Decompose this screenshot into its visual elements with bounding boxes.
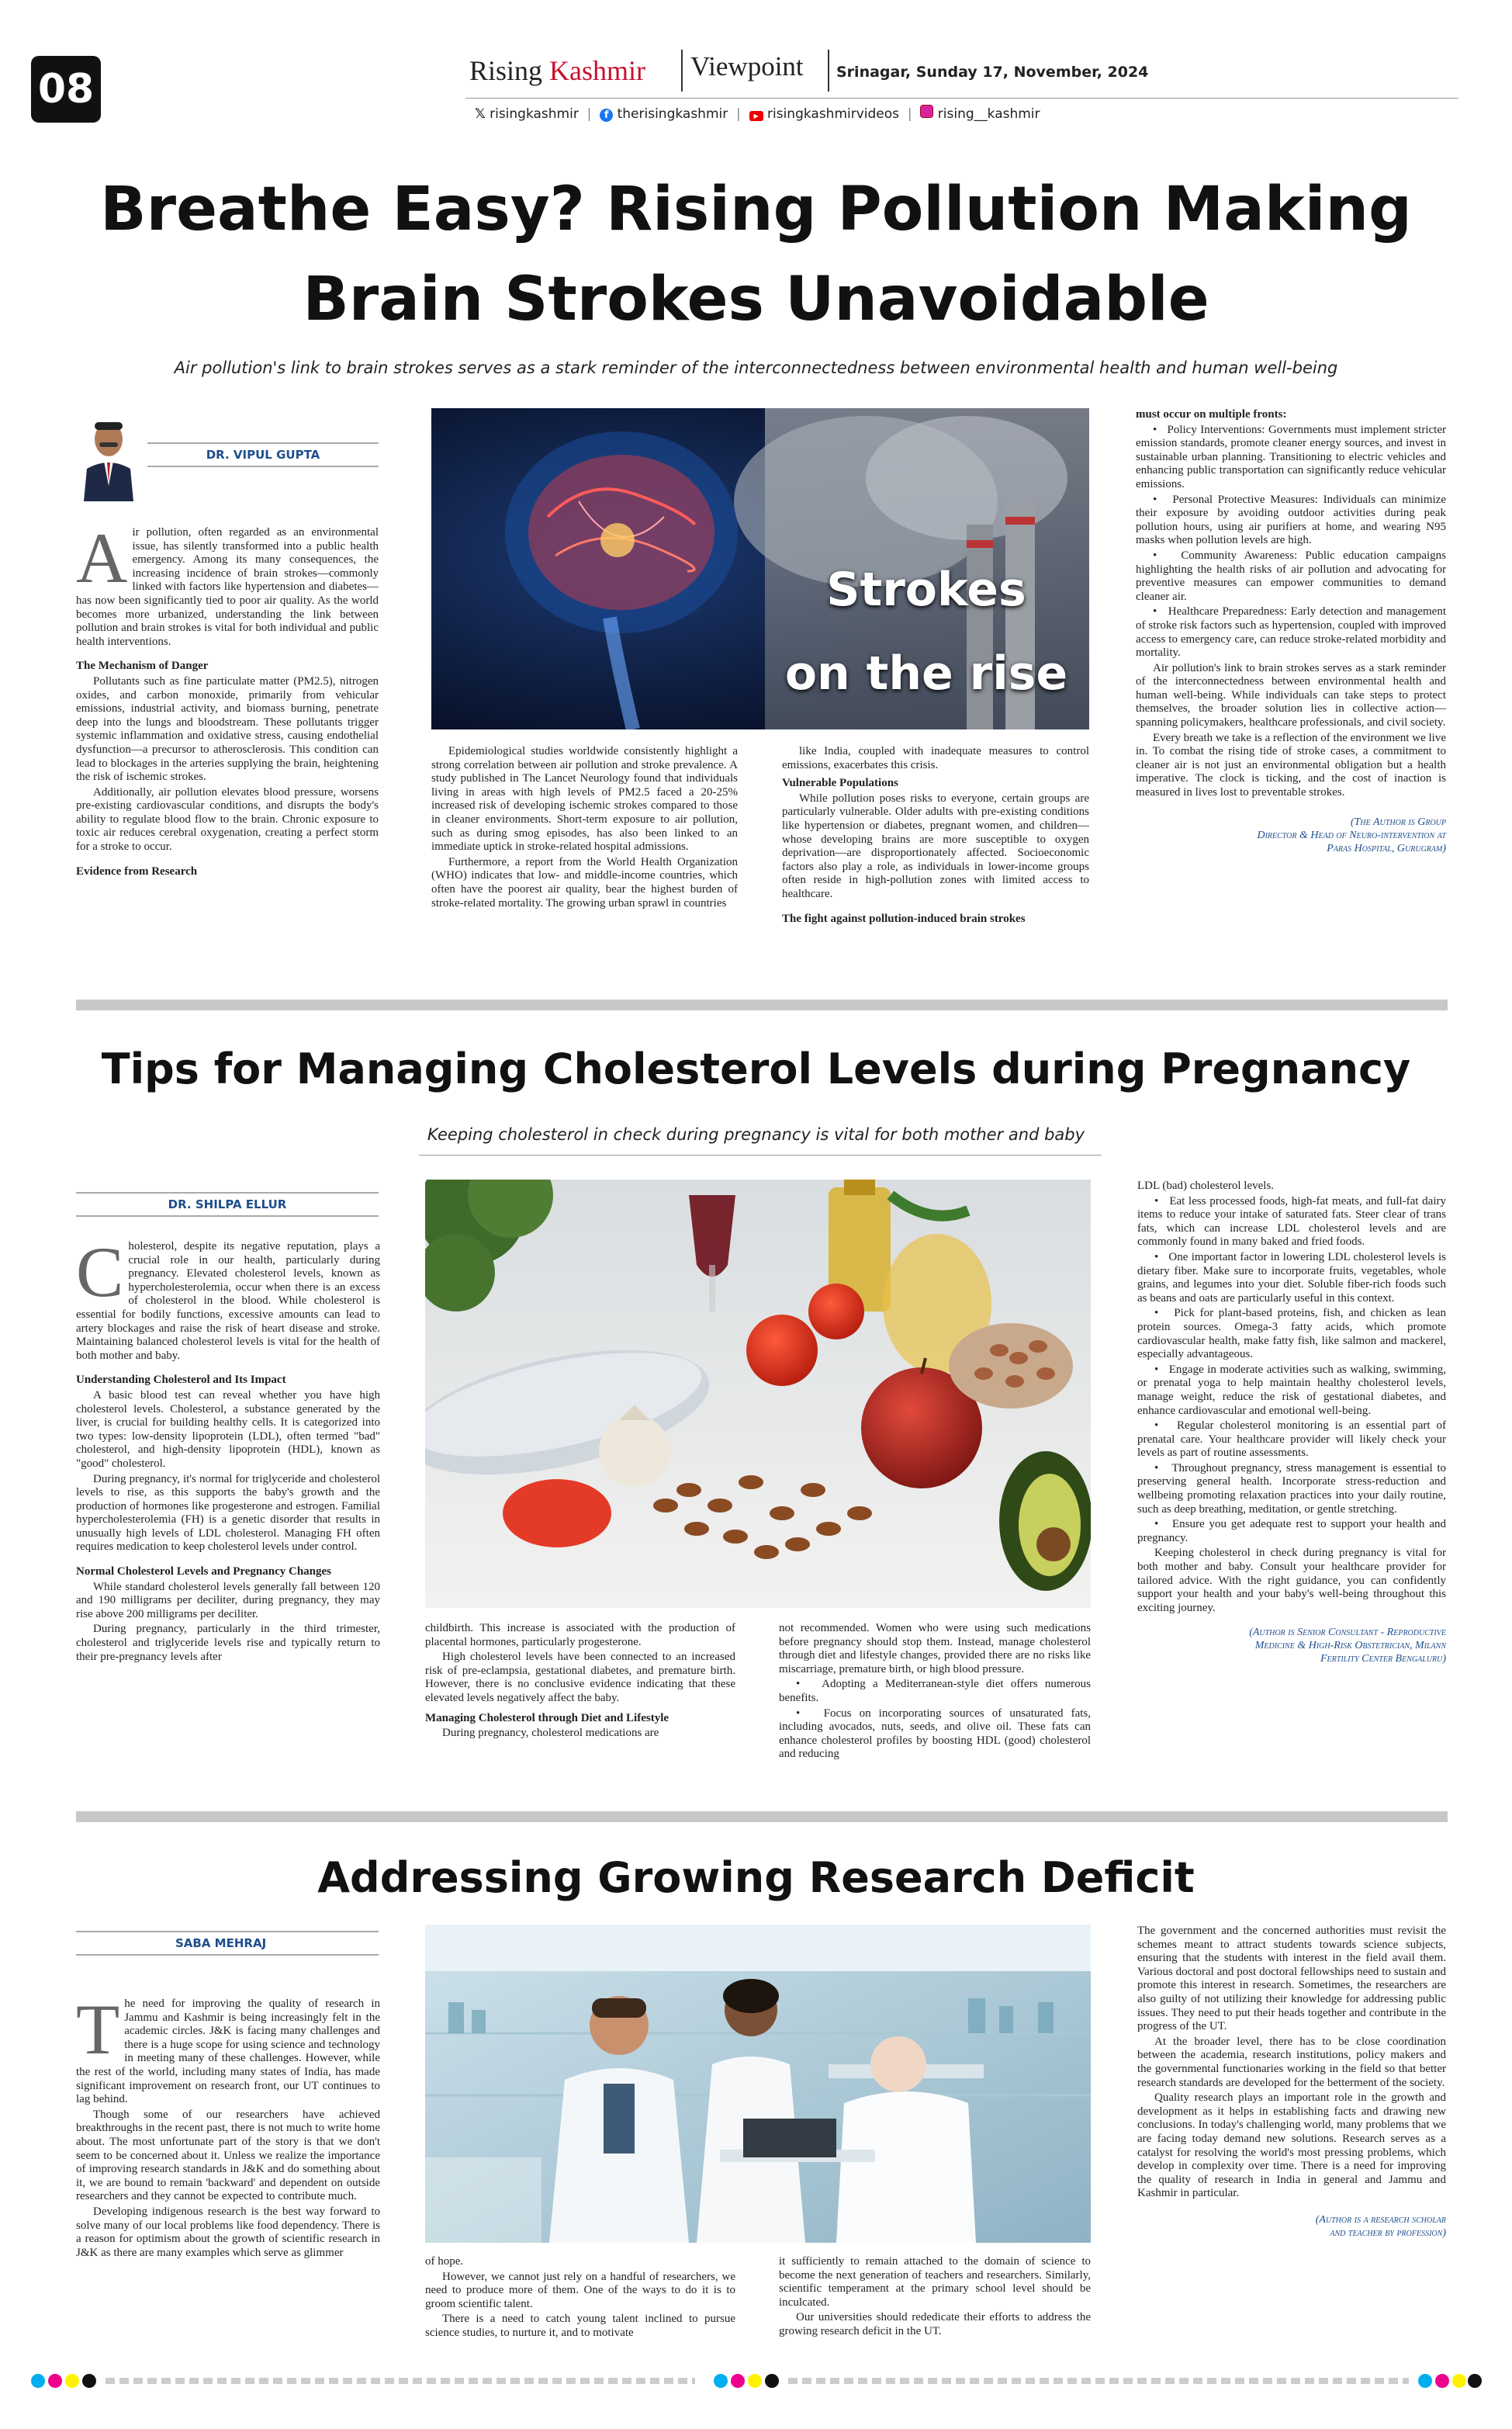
article2-paragraph: During pregnancy, cholesterol medications are <box>442 1727 659 1740</box>
article1-paragraph: Furthermore, a report from the World Health Organization (WHO) indicates that low- and middle-income countries, which often have the poorest air quality, bear the highest burden of stroke-related mortality. The growing urban sprawl in countries <box>431 855 738 910</box>
article3-column-4 <box>1137 1925 1446 2240</box>
social-handle-youtube[interactable]: risingkashmirvideos <box>767 106 900 122</box>
article3-column-1 <box>76 1990 380 2261</box>
article1-intro: ir pollution, often regarded as an environmental issue, has silently transformed into a public health emergency. Among its many consequences, the increasing incidence of brain strokes—commonly linked with factors like hypertension and diabetes—has now been significantly tied to poor air quality. As the world becomes more urbanized, understanding the link between pollution and brain strokes is vital for both individual and public health interventions. <box>76 526 379 648</box>
article1-subhead-fight: The fight against pollution-induced brain strokes <box>782 912 1026 925</box>
article3-column-3 <box>779 2255 1091 2341</box>
article3-paragraph: Our universities should rededicate their efforts to address the growing research deficit in the UT. <box>779 2311 1091 2337</box>
bullet-item: • Throughout pregnancy, stress management is essential to preserving general health. Incorporate stress-reduction and wellbeing promoting relaxation practices into your daily routine, such as deep breathing, meditation, or gentle stretching. <box>1137 1461 1446 1516</box>
deck-rule <box>419 1155 1102 1156</box>
article2-byline: DR. SHILPA ELLUR <box>76 1192 379 1217</box>
masthead-brand <box>469 54 645 87</box>
registration-dot <box>31 2374 45 2388</box>
brand-rising: Rising <box>469 55 543 86</box>
registration-dot <box>82 2374 96 2388</box>
facebook-icon[interactable]: f <box>600 109 613 122</box>
section-separator <box>76 1811 1448 1822</box>
registration-dot <box>1452 2374 1466 2388</box>
article3-author-credit: (Author is a research scholar and teacher by profession) <box>1315 2213 1446 2239</box>
bullet-item: • Eat less processed foods, high-fat meats, and full-fat dairy items to reduce your intake of saturated fats. Steer clear of trans fats, which can increase LDL cholesterol levels and are commonly found in many baked and fried foods. <box>1137 1194 1446 1249</box>
author-photo-vipul <box>78 408 140 501</box>
dropcap: C <box>76 1232 124 1312</box>
article3-paragraph: Quality research plays an important role in the growth and development as it helps in establishing facts and drawing new conclusions. In today's challenging world, many problems that we are facing today demand new solutions. Research serves as a catalyst for resolving the world's most pressing problems, which develop in complexity over time. There is a need for improving the quality of research in India in general and Jammu and Kashmir in particular. <box>1137 2091 1446 2200</box>
article3-paragraph: At the broader level, there has to be close coordination between the academia, research institutions, policy makers and the governmental functionaries working in the field so that better research standards are developed for the betterment of the society. <box>1137 2035 1446 2089</box>
page-number-box: 08 <box>31 56 101 123</box>
masthead-divider <box>681 50 683 92</box>
article2-paragraph: A basic blood test can reveal whether you have high cholesterol levels. Cholesterol, a substance generated by the liver, is crucial for building healthy cells. It is categorized into two types: low-density lipoprotein (LDL), often termed "bad" cholesterol, and high-density lipoprotein (HDL), known as "good" cholesterol. <box>76 1388 380 1470</box>
researchers-lab-image <box>425 1925 1091 2243</box>
article2-intro: holesterol, despite its negative reputation, plays a crucial role in our health, particularly during pregnancy. Elevated cholesterol levels, known as hypercholesterolemia, occur when there is an excess of cholesterol in the blood. While cholesterol is essential for bodily functions, excessive amounts can lead to artery blockages and raise the risk of heart disease and stroke. Maintaining balanced cholesterol levels is vital for the health of both mother and baby. <box>76 1240 380 1362</box>
article2-paragraph: not recommended. Women who were using such medications before pregnancy should stop them. Instead, manage cholesterol through diet and lifestyle changes, provided there are no risks like miscarriage, premature birth, or high blood pressure. <box>779 1622 1091 1675</box>
article1-subhead-mechanism: The Mechanism of Danger <box>76 660 209 673</box>
article1-paragraph: Air pollution's link to brain strokes serves as a stark reminder of the interconnectedness between environmental health and human well-being. While individuals can take steps to protect themselves, the broader solution lies in collective action—spanning policymakers, healthcare professionals, and civil society. <box>1136 661 1446 729</box>
instagram-icon[interactable] <box>920 105 933 118</box>
bullet-item: • Ensure you get adequate rest to support your health and pregnancy. <box>1137 1518 1446 1544</box>
article2-paragraph: childbirth. This increase is associated with the production of placental hormones, particularly progesterone. <box>425 1622 735 1648</box>
bullet-item: • Engage in moderate activities such as walking, swimming, or prenatal yoga to help maintain healthy cholesterol levels, manage weight, reduce the risk of gestational diabetes, and enhance cardiovascular and emotional well-being. <box>1137 1363 1446 1417</box>
article2-paragraph: During pregnancy, particularly in the third trimester, cholesterol and triglyceride levels rise and typically return to their pre-pregnancy levels after <box>76 1623 380 1663</box>
article1-column-2 <box>431 745 738 912</box>
dropcap: A <box>76 518 128 598</box>
registration-dot <box>714 2374 728 2388</box>
section-label: Viewpoint <box>690 51 804 81</box>
bullet-item: • Pick for plant-based proteins, fish, and chicken as lean protein sources. Omega-3 fatty acids, which promote cardiovascular health, make fatty fish, like salmon and mackerel, especially advantageous. <box>1137 1307 1446 1361</box>
registration-dot <box>1418 2374 1432 2388</box>
article1-headline-line1: Breathe Easy? Rising Pollution Making <box>100 175 1412 244</box>
article2-column-3 <box>779 1622 1091 1763</box>
article1-deck: Air pollution's link to brain strokes serves as a stark reminder of the interconnectedness between environmental health and human well-being <box>174 359 1338 377</box>
registration-gray-bar <box>788 2378 1409 2384</box>
bullet-item: • Policy Interventions: Governments must implement stricter emission standards, promote cleaner energy sources, and invest in sustainable urban planning. Transitioning to electric vehicles and enhancing public transportation can significantly reduce vehicular emissions. <box>1136 423 1446 490</box>
article2-paragraph: High cholesterol levels have been connected to an increased risk of pre-eclampsia, gestational diabetes, and premature birth. However, there is no conclusive evidence indicating that these elevated levels negatively affect the baby. <box>425 1651 735 1704</box>
article3-paragraph: The government and the concerned authorities must revisit the schemes meant to attract students towards science subjects, ensuring that the students with interest in the field avail them. Various doctoral and post doctoral fellowships need to sustain and promote this interest in research. Sometimes, the researchers are also guilty of not utilizing their knowledge for addressing public issues. They need to put their heads together and contribute in the progress of the UT. <box>1137 1925 1446 2033</box>
registration-dot <box>731 2374 745 2388</box>
overlay-line2: on the rise <box>784 646 1068 701</box>
article2-column-1 <box>76 1232 380 1665</box>
article1-headline-line2: Brain Strokes Unavoidable <box>303 265 1209 334</box>
section-divider <box>828 50 829 92</box>
social-handle-facebook[interactable]: therisingkashmir <box>617 106 728 122</box>
registration-dot <box>765 2374 779 2388</box>
article1-paragraph: Every breath we take is a reflection of the environment we live in. To combat the rising tide of stroke cases, a commitment to cleaner air is not just an environmental obligation but a health imperative. The clock is ticking, and the cost of inaction is measured in lives lost to preventable strokes. <box>1136 731 1446 799</box>
masthead-rule <box>465 98 1458 99</box>
dateline: Srinagar, Sunday 17, November, 2024 <box>836 64 1149 81</box>
bullet-item: • Healthcare Preparedness: Early detection and management of stroke risk factors such as hypertension, coupled with improved access to emergency care, can reduce stroke-related morbidity and mortality. <box>1136 605 1446 660</box>
section-separator <box>76 1000 1448 1010</box>
article2-paragraph: During pregnancy, it's normal for triglyceride and cholesterol levels to rise, as this supports the baby's growth and the production of hormones like progesterone and estrogen. Familial hypercholesterolemia (FH) is a genetic disorder that results in unusually high levels of LDL cholesterol. Managing FH often requires medication to keep cholesterol levels under control. <box>76 1472 380 1554</box>
registration-gray-bar <box>106 2378 695 2384</box>
article3-paragraph: Though some of our researchers have achieved breakthroughs in the recent past, there is not much to write home about. The most unfortunate part of the story is that we don't seem to be concerned about it. Unless we realize the importance of improving research standards in J&K and do something about it, we are bound to remain 'backward' and dependent on outside researchers and they cannot be expected to contribute much. <box>76 2108 380 2203</box>
article1-paragraph: Pollutants such as fine particulate matter (PM2.5), nitrogen oxides, and carbon monoxide, primarily from vehicular emissions, industrial activity, and biomass burning, penetrate deep into the lungs and bloodstream. These pollutants trigger systemic inflammation and oxidative stress, causing endothelial dysfunction—a precursor to atherosclerosis. This condition can lead to blockages in the arteries supplying the brain, heightening the risk of ischemic strokes. <box>76 674 379 784</box>
article3-paragraph: There is a need to catch young talent inclined to pursue science studies, to nurture it, and to motivate <box>425 2313 735 2339</box>
article1-col4-lead: must occur on multiple fronts: <box>1136 408 1287 421</box>
bullet-item: • Regular cholesterol monitoring is an essential part of prenatal care. Your healthcare provider will likely check your levels as part of routine assessments. <box>1137 1419 1446 1460</box>
article2-subhead-managing: Managing Cholesterol through Diet and Lifestyle <box>425 1711 670 1724</box>
article1-byline: DR. VIPUL GUPTA <box>147 442 379 467</box>
bullet-item: • Community Awareness: Public education campaigns highlighting the health risks of air pollution and advocating for preventive measures can empower communities to demand cleaner air. <box>1136 549 1446 603</box>
print-registration-strip <box>31 2372 1482 2390</box>
healthy-food-image <box>425 1180 1091 1608</box>
article3-byline: SABA MEHRAJ <box>76 1931 379 1956</box>
article3-column-2 <box>425 2255 735 2342</box>
bullet-item: • Adopting a Mediterranean-style diet offers numerous benefits. <box>779 1678 1091 1704</box>
article1-paragraph: Additionally, air pollution elevates blood pressure, worsens pre-existing cardiovascular conditions, and disrupts the body's ability to regulate blood flow to the brain. Chronic exposure to toxic air reduces cerebral oxygenation, creating a perfect storm for a stroke to occur. <box>76 785 379 854</box>
brain-stroke-pollution-image <box>431 408 1089 729</box>
bullet-item: • One important factor in lowering LDL cholesterol levels is dietary fiber. Make sure to incorporate fruits, vegetables, whole grains, and legumes into your diet. Soluble fiber-rich foods such as beans and oats are particularly useful in this context. <box>1137 1250 1446 1305</box>
overlay-line1: Strokes <box>826 563 1026 617</box>
article2-deck: Keeping cholesterol in check during pregnancy is vital for both mother and baby <box>427 1125 1085 1144</box>
article3-intro: he need for improving the quality of research in Jammu and Kashmir is being increasingly felt in the academic circles. J&K is facing many challenges and there is a huge scope for using science and technology in meeting many of these challenges. However, while the rest of the world, including many states of India, has made significant improvement on research front, our UT continues to lag behind. <box>76 1998 380 2106</box>
youtube-icon[interactable]: ▶ <box>749 111 763 121</box>
registration-dot <box>1468 2374 1482 2388</box>
registration-dot <box>748 2374 762 2388</box>
article2-author-credit: (Author is Senior Consultant - Reproductive Medicine & High-Risk Obstetrician, Milann Fertility Center Bengaluru) <box>1249 1627 1446 1665</box>
article2-paragraph: Keeping cholesterol in check during pregnancy is vital for both mother and baby. Consult your healthcare provider for tailored advice. With the right guidance, you can confidently support your health and your baby's well-being throughout this exciting journey. <box>1137 1547 1446 1614</box>
bullet-item: • Personal Protective Measures: Individuals can minimize their exposure by avoiding outdoor activities during peak pollution hours, using air purifiers at home, and wearing N95 masks when pollution levels are high. <box>1136 493 1446 547</box>
image-overlay-text <box>779 548 1074 716</box>
article2-subhead-normal-levels: Normal Cholesterol Levels and Pregnancy Changes <box>76 1565 332 1578</box>
article2-column-2 <box>425 1622 735 1742</box>
article1-author-credit: (The Author is Group Director & Head of Neuro-intervention at Paras Hospital, Gurugram) <box>1257 816 1446 854</box>
article1-paragraph: Epidemiological studies worldwide consistently highlight a strong correlation between air pollution and stroke prevalence. A study published in The Lancet Neurology found that individuals living in areas with high levels of PM2.5 faced a 20-25% increased risk of developing ischemic strokes compared to those in cleaner environments. Short-term exposure to air pollution, such as during smog episodes, has also been linked to an immediate uptick in stroke-related hospital admissions. <box>431 745 738 854</box>
bullet-item: • Focus on incorporating sources of unsaturated fats, including avocados, nuts, seeds, and olive oil. These fats can enhance cholesterol profiles by boosting HDL (good) cholesterol and reducing <box>779 1707 1091 1761</box>
social-handle-instagram[interactable]: rising__kashmir <box>937 106 1040 122</box>
article3-paragraph: of hope. <box>425 2255 464 2268</box>
article3-paragraph: Developing indigenous research is the best way forward to solve many of our local problems like food dependency. There is a reason for optimism about the growth of scientific research in J&K as there are many examples which serve as glimmer <box>76 2205 380 2259</box>
article1-column-4 <box>1136 408 1446 855</box>
article3-headline: Addressing Growing Research Deficit <box>317 1853 1195 1902</box>
article1-column-1 <box>76 518 379 880</box>
article1-headline <box>0 165 1512 345</box>
registration-dot <box>1435 2374 1449 2388</box>
article2-paragraph: While standard cholesterol levels generally fall between 120 and 190 milligrams per deciliter, during pregnancy, they may rise above 200 milligrams per deciliter. <box>76 1580 380 1620</box>
registration-dot <box>65 2374 79 2388</box>
article2-headline: Tips for Managing Cholesterol Levels during Pregnancy <box>101 1045 1411 1093</box>
article3-paragraph: However, we cannot just rely on a handful of researchers, we need to produce more of them. One of the ways to do it is to groom scientific talent. <box>425 2270 735 2310</box>
article1-subhead-evidence: Evidence from Research <box>76 865 198 878</box>
article1-paragraph: like India, coupled with inadequate measures to control emissions, exacerbates this crisis. <box>782 745 1089 771</box>
article1-paragraph: While pollution poses risks to everyone, certain groups are particularly vulnerable. Older adults with pre-existing conditions like hypertension or diabetes, pregnant women, and children—whose developing brains are more susceptible to oxygen deprivation—are disproportionately affected. Socioeconomic factors also play a role, as individuals in lower-income groups often reside in high-pollution zones with limited access to healthcare. <box>782 792 1089 900</box>
dropcap: T <box>76 1990 120 2069</box>
article2-subhead-understanding: Understanding Cholesterol and Its Impact <box>76 1374 286 1387</box>
social-handle-x[interactable]: risingkashmir <box>490 106 579 122</box>
social-row: 𝕏 risingkashmir | f therisingkashmir | ▶ risingkashmirvideos | rising__kashmir <box>475 106 1040 122</box>
registration-dot <box>48 2374 62 2388</box>
article3-paragraph: it sufficiently to remain attached to the domain of science to become the next generation of teachers and researchers. Similarly, scientific temperament at the primary school level should be inculcated. <box>779 2255 1091 2309</box>
brand-kashmir: Kashmir <box>549 55 646 86</box>
article1-column-3 <box>782 745 1089 927</box>
article2-col4-lead: LDL (bad) cholesterol levels. <box>1137 1180 1275 1192</box>
x-icon[interactable]: 𝕏 <box>475 106 486 122</box>
article1-subhead-vulnerable: Vulnerable Populations <box>782 777 898 790</box>
article2-column-4 <box>1137 1180 1446 1665</box>
